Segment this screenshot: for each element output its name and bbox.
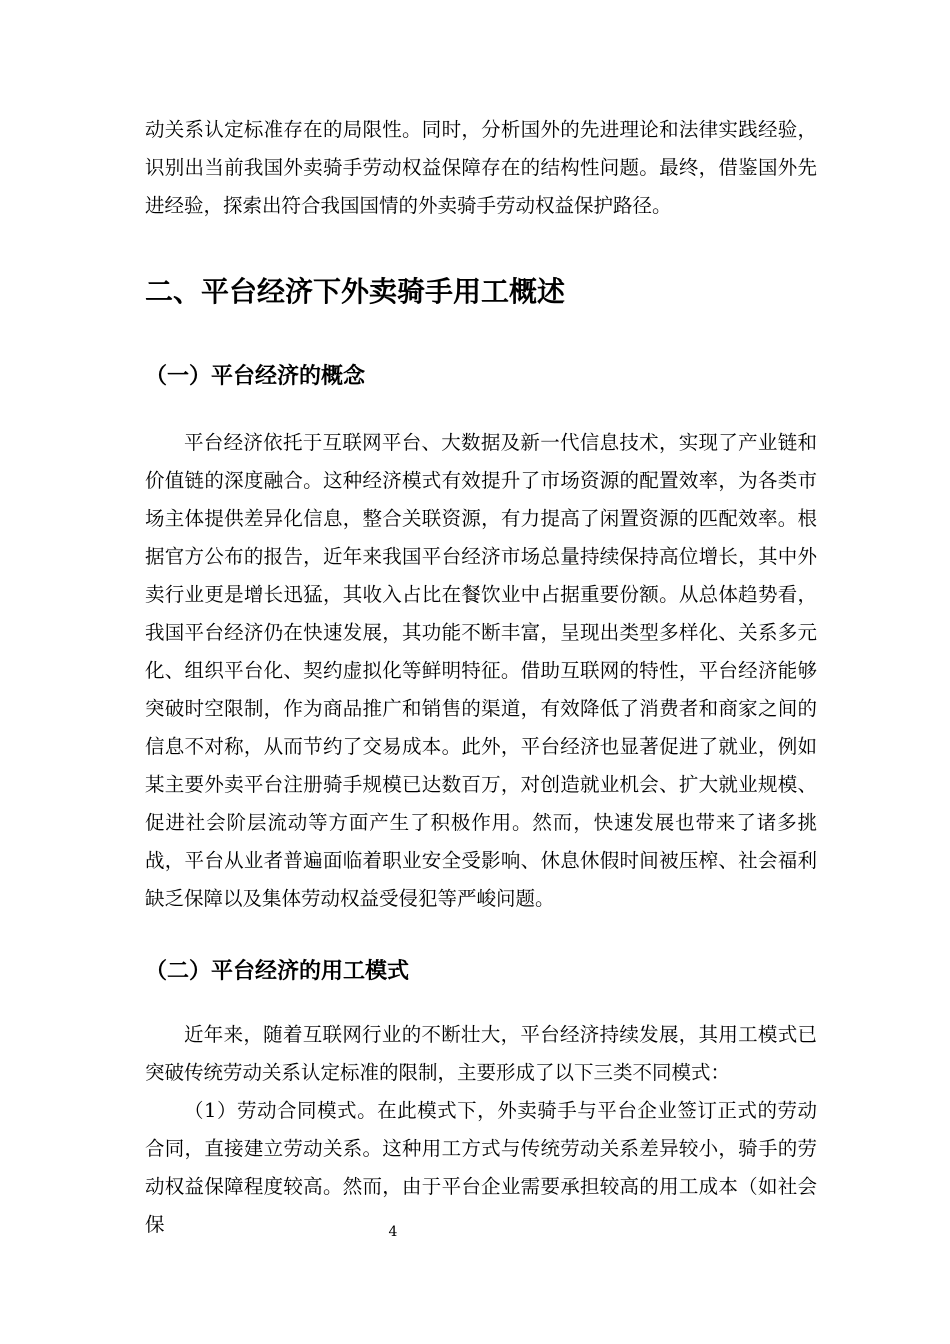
labor-contract-mode-paragraph: （1）劳动合同模式。在此模式下，外卖骑手与平台企业签订正式的劳动合同，直接建立劳动关系。这种用工方式与传统劳动关系差异较小，骑手的劳动权益保障程度较高。然而，由于平台企业需要承担较高的用工成本（如社会保 [145,1099,817,1236]
section-heading: 二、平台经济下外卖骑手用工概述 [145,275,566,308]
subsection-heading-concept: （一）平台经济的概念 [145,364,366,389]
intro-tail-paragraph: 动关系认定标准存在的局限性。同时，分析国外的先进理论和法律实践经验，识别出当前我国外卖骑手劳动权益保障存在的结构性问题。最终，借鉴国外先进经验，探索出符合我国国情的外卖骑手劳动权益保护路径。 [145,118,817,217]
employment-modes-intro-paragraph: 近年来，随着互联网行业的不断壮大，平台经济持续发展，其用工模式已突破传统劳动关系认定标准的限制，主要形成了以下三类不同模式： [145,1023,817,1084]
page-number: 4 [388,1224,398,1240]
concept-paragraph: 平台经济依托于互联网平台、大数据及新一代信息技术，实现了产业链和价值链的深度融合。这种经济模式有效提升了市场资源的配置效率，为各类市场主体提供差异化信息，整合关联资源，有力提高了闲置资源的匹配效率。根据官方公布的报告，近年来我国平台经济市场总量持续保持高位增长，其中外卖行业更是增长迅猛，其收入占比在餐饮业中占据重要份额。从总体趋势看，我国平台经济仍在快速发展，其功能不断丰富，呈现出类型多样化、关系多元化、组织平台化、契约虚拟化等鲜明特征。借助互联网的特性，平台经济能够突破时空限制，作为商品推广和销售的渠道，有效降低了消费者和商家之间的信息不对称，从而节约了交易成本。此外，平台经济也显著促进了就业，例如某主要外卖平台注册骑手规模已达数百万，对创造就业机会、扩大就业规模、促进社会阶层流动等方面产生了积极作用。然而，快速发展也带来了诸多挑战，平台从业者普遍面临着职业安全受影响、休息休假时间被压榨、社会福利缺乏保障以及集体劳动权益受侵犯等严峻问题。 [145,431,817,910]
subsection-heading-employment-modes: （二）平台经济的用工模式 [145,959,410,984]
